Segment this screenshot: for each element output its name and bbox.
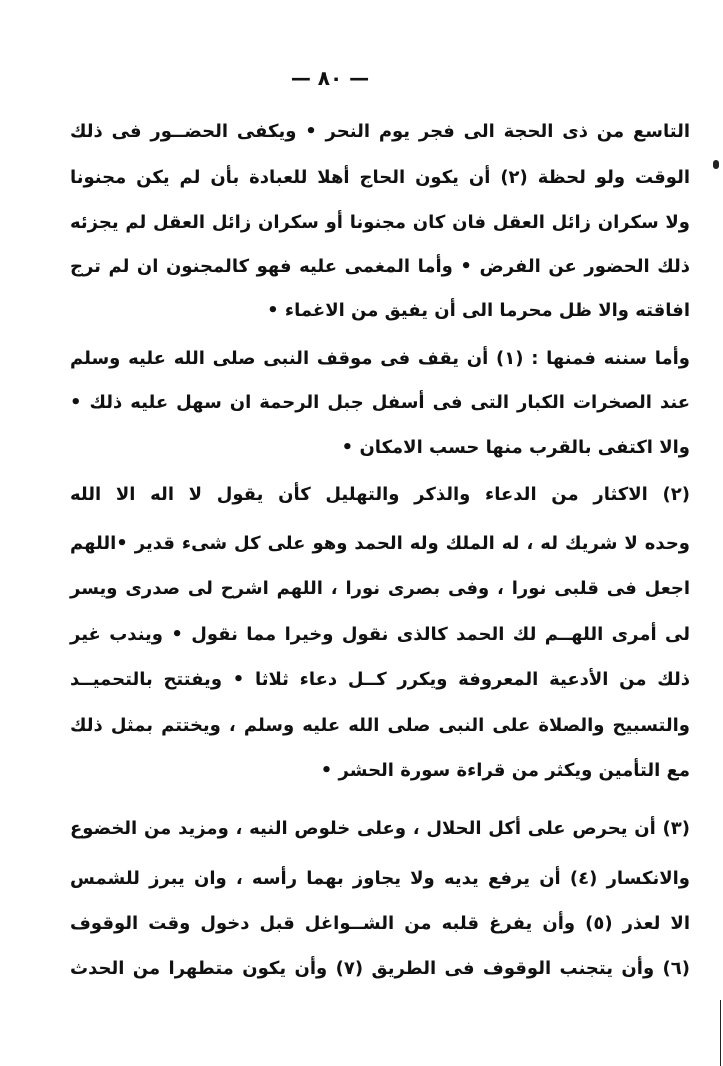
page-number: — ٨٠ — xyxy=(290,66,370,90)
text-line: وأما سننه فمنها : (١) أن يقف فى موقف النبى صلى الله عليه وسلم xyxy=(70,348,690,369)
text-line: افاقته والا ظل محرما الى أن يفيق من الاغماء • xyxy=(267,300,690,321)
text-line: الا لعذر (٥) وأن يفرغ قلبه من الشــواغل قبل دخول وقت الوقوف xyxy=(70,913,690,934)
text-line: (٦) وأن يتجنب الوقوف فى الطريق (٧) وأن يكون متطهرا من الحدث xyxy=(70,958,691,979)
text-line: (٢) الاكثار من الدعاء والذكر والتهليل كأن يقول لا اله الا الله xyxy=(70,484,690,505)
text-line: ولا سكران زائل العقل فان كان مجنونا أو سكران زائل العقل لم يجزئه xyxy=(70,212,690,233)
text-line: ذلك من الأدعية المعروفة ويكرر كــل دعاء ثلاثا • ويفتتح بالتحميــد xyxy=(70,669,690,690)
text-line: اجعل فى قلبى نورا ، وفى بصرى نورا ، اللهم اشرح لى صدرى ويسر xyxy=(70,578,690,599)
text-line: عند الصخرات الكبار التى فى أسفل جبل الرحمة ان سهل عليه ذلك • xyxy=(70,392,690,413)
text-line: وحده لا شريك له ، له الملك وله الحمد وهو على كل شىء قدير •اللهم xyxy=(70,533,690,554)
text-line: والانكسار (٤) أن يرفع يديه ولا يجاوز بهما رأسه ، وان يبرز للشمس xyxy=(70,868,690,889)
text-line: ذلك الحضور عن الفرض • وأما المغمى عليه فهو كالمجنون ان لم ترج xyxy=(70,256,690,277)
text-line: لى أمرى اللهــم لك الحمد كالذى نقول وخيرا مما نقول • ويندب غير xyxy=(70,624,690,645)
text-line: والتسبيح والصلاة على النبى صلى الله عليه وسلم ، ويختتم بمثل ذلك xyxy=(70,715,690,736)
text-line: التاسع من ذى الحجة الى فجر يوم النحر • ويكفى الحضــور فى ذلك xyxy=(70,121,690,142)
scan-edge-line xyxy=(720,1000,721,1066)
text-line: والا اكتفى بالقرب منها حسب الامكان • xyxy=(341,437,690,458)
scan-speck xyxy=(713,160,719,169)
text-line: مع التأمين ويكثر من قراءة سورة الحشر • xyxy=(320,760,690,781)
text-line: الوقت ولو لحظة (٢) أن يكون الحاج أهلا للعبادة بأن لم يكن مجنونا xyxy=(70,167,690,188)
text-line: (٣) أن يحرص على أكل الحلال ، وعلى خلوص النيه ، ومزيد من الخضوع xyxy=(70,818,690,839)
